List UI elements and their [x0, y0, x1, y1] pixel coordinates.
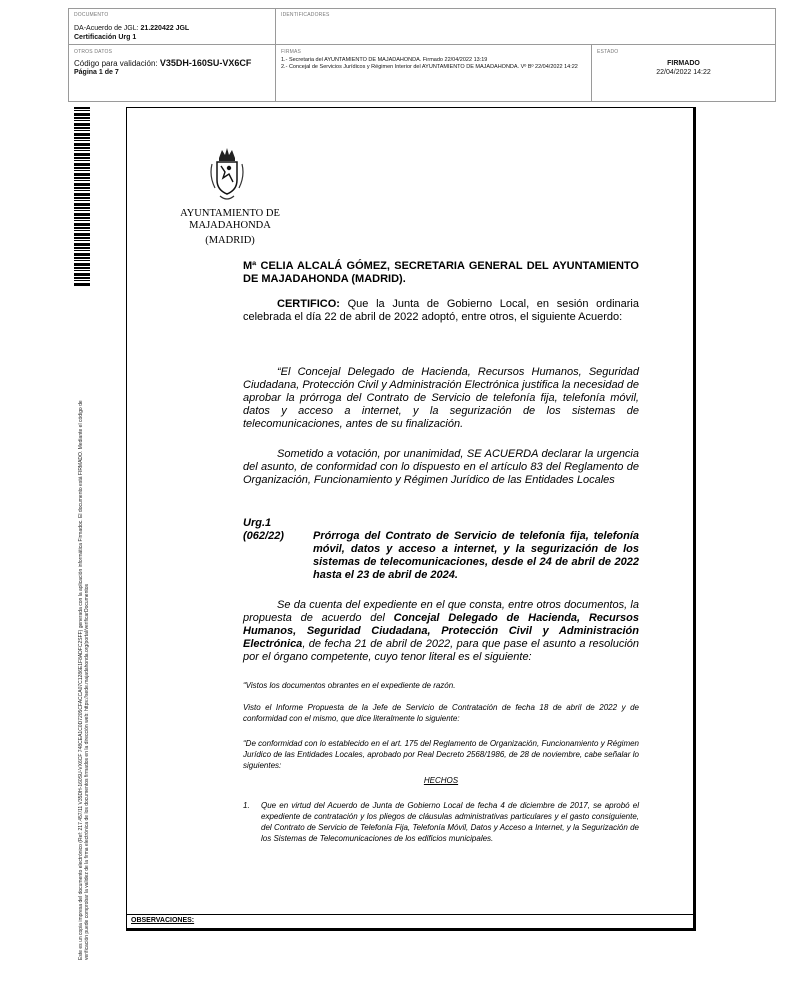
estado-cell — [592, 45, 775, 101]
urgency-title: Prórroga del Contrato de Servicio de telefonía fija, telefonía móvil, datos y acceso a internet, y la segurización de los sistemas de telecomunicaciones, desde el 24 de abril de 2022 hasta el 23 de abril de 2024. — [313, 530, 639, 581]
documento-label: DOCUMENTO — [74, 12, 109, 18]
side-text-line2: verificación puede comprobar la validez de la firma electrónica de los documentos firmados en la dirección web: https://sede.majadahonda.org/portal/verificarDocumentos — [84, 583, 90, 960]
coat-of-arms-icon — [209, 144, 245, 204]
documento-line2: Certificación Urg 1 — [74, 34, 137, 41]
firma-2: 2.- Concejal de Servicios Jurídicos y Régimen Interior del AYUNTAMIENTO DE MAJADAHONDA. Vº Bº 22/04/2022 14:22 — [281, 64, 578, 70]
estado-value: FIRMADO — [667, 60, 700, 67]
firmas-cell — [276, 45, 592, 101]
observaciones-bar — [127, 914, 693, 928]
organization-name — [170, 208, 290, 247]
identificadores-label: IDENTIFICADORES — [281, 12, 330, 18]
quote-paragraph-2: Sometido a votación, por unanimidad, SE ACUERDA declarar la urgencia del asunto, de conformidad con lo dispuesto en el artículo 83 del Reglamento de Organización, Funcionamiento y Régimen Jurídico de las Entidades Locales — [243, 448, 639, 486]
vistos-line: “Vistos los documentos obrantes en el expediente de razón. — [243, 681, 456, 690]
estado-date: 22/04/2022 14:22 — [656, 69, 711, 76]
org-line3: (MADRID) — [205, 235, 255, 246]
document-header — [68, 8, 776, 102]
certificate-heading: Mª CELIA ALCALÁ GÓMEZ, SECRETARIA GENERAL DEL AYUNTAMIENTO DE MAJADAHONDA (MADRID). — [243, 260, 639, 285]
urgency-code: (062/22) — [243, 530, 284, 542]
quote-paragraph-1: “El Concejal Delegado de Hacienda, Recursos Humanos, Seguridad Ciudadana, Protección Civil y Administración Electrónica justifica la necesidad de aprobar la prórroga del Contrato de Servicio de telefonía fija, telefonía móvil, datos y acceso a internet, y la segurización de los sistemas de telecomunicaciones, antes de su finalización. — [243, 366, 639, 430]
estado-label: ESTADO — [597, 49, 619, 55]
pagina-count: Página 1 de 7 — [74, 69, 119, 76]
certifico-paragraph: CERTIFICO: Que la Junta de Gobierno Local, en sesión ordinaria celebrada el día 22 de abril de 2022 adoptó, entre otros, el siguiente Acuerdo: — [243, 298, 639, 323]
codigo-validacion: Código para validación: V35DH-160SU-VX6CF — [74, 58, 252, 68]
firmas-label: FIRMAS — [281, 49, 302, 55]
documento-line1: DA-Acuerdo de JGL: 21.220422 JGL — [74, 25, 190, 32]
side-text-line1: Este es un copia impresa del documento electrónico (Ref: 217.457/11 V35DH-160SU-VX6CF 748CEA1C0D7205CFACCA07C1286E1F8ADFC2SFF) generada con la aplicación informática Firmadoc. El documento está FIRMADO. Mediante el código de — [78, 400, 84, 960]
item-1-number: 1. — [243, 801, 250, 810]
urgency-label: Urg.1 — [243, 517, 272, 529]
documento-cell — [69, 9, 276, 45]
visto-informe-paragraph: Visto el Informe Propuesta de la Jefe de Servicio de Contratación de fecha 18 de abril de 2022 y de conformidad con el mismo, que dice literalmente lo siguiente: — [243, 703, 639, 723]
identificadores-cell — [276, 9, 775, 45]
otros-datos-label: OTROS DATOS — [74, 49, 113, 55]
cuenta-paragraph: Se da cuenta del expediente en el que consta, entre otros documentos, la propuesta de acuerdo del Concejal Delegado de Hacienda, Recursos Humanos, Seguridad Ciudadana, Protección Civil y Administración Electrónica, de fecha 21 de abril de 2022, para que pase el asunto a resolución por el órgano competente, cuyo tenor literal es el siguiente: — [243, 599, 639, 663]
org-line1: AYUNTAMIENTO DE — [180, 208, 280, 219]
side-verification-text — [78, 30, 90, 960]
firma-1: 1.- Secretaria del AYUNTAMIENTO DE MAJADAHONDA. Firmado 22/04/2022 13:19 — [281, 57, 488, 63]
conformidad-paragraph: “De conformidad con lo establecido en el art. 175 del Reglamento de Organización, Funcionamiento y Régimen Jurídico de las Entidades Locales, aprobado por Real Decreto 2568/1986, de 28 de noviembre, cabe señalar lo siguientes: — [243, 739, 639, 770]
org-line2: MAJADAHONDA — [189, 220, 271, 231]
hechos-heading: HECHOS — [423, 776, 459, 785]
otros-datos-cell — [69, 45, 276, 101]
item-1-text: Que en virtud del Acuerdo de Junta de Gobierno Local de fecha 4 de diciembre de 2017, se aprobó el expediente de contratación y los pliegos de cláusulas administrativas particulares y el gasto consiguiente, del Contrato de Servicio de Telefonía Fija, Telefonía Móvil, Datos y Acceso a Internet, y la Segurización de los Sistemas de Telecomunicaciones de los edificios municipales. — [261, 801, 639, 843]
observaciones-label: OBSERVACIONES: — [131, 917, 195, 924]
